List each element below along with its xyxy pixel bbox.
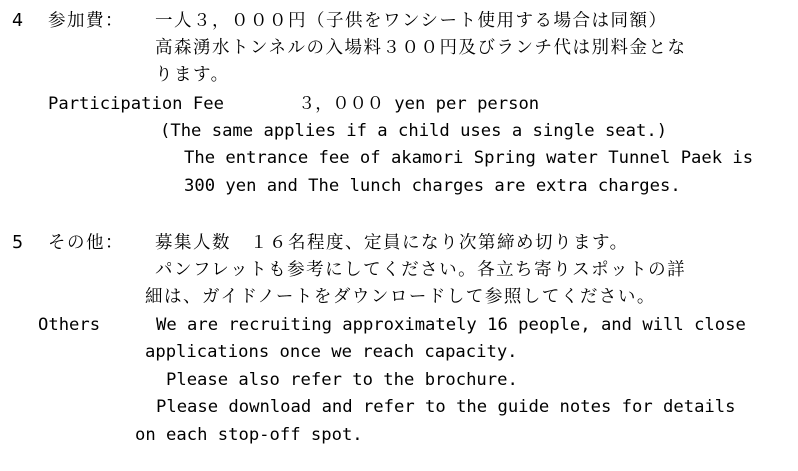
section4-en-label: Participation Fee [48,94,224,114]
section5-en-line3: Please also refer to the brochure. [166,370,518,390]
section5-en-line1: We are recruiting approximately 16 people, and will close [156,315,746,335]
section4-en-line2: The entrance fee of akamori Spring water Tunnel Paek is [184,148,754,168]
section5-number: 5 [12,233,25,253]
section4-en-amount: ３，０００ yen per person [298,94,540,114]
section4-en-note: (The same applies if a child uses a single seat.) [160,121,668,141]
section5-en-line5: on each stop-off spot. [135,425,363,445]
section5-jp-line2: パンフレットも参考にしてください。各立ち寄りスポットの詳 [155,260,687,280]
section4-jp-line2: 高森湧水トンネルの入場料３００円及びランチ代は別料金とな [155,38,687,58]
section5-en-line4: Please download and refer to the guide notes for details [156,397,736,417]
section4-jp-line3: ります。 [155,65,230,85]
section5-en-line2: applications once we reach capacity. [145,342,518,362]
section4-label: 参加費： [48,11,124,31]
section4-number: 4 [12,11,25,31]
section4-jp-line1: 一人３，０００円（子供をワンシート使用する場合は同額） [155,11,668,31]
section5-label: その他： [48,233,124,253]
section4-en-line3: 300 yen and The lunch charges are extra charges. [184,176,681,196]
section5-jp-line3: 細は、ガイドノートをダウンロードして参照してください。 [145,287,656,307]
section5-jp-line1: 募集人数 １６名程度、定員になり次第締め切ります。 [155,233,629,253]
section5-en-label: Others [38,315,101,335]
